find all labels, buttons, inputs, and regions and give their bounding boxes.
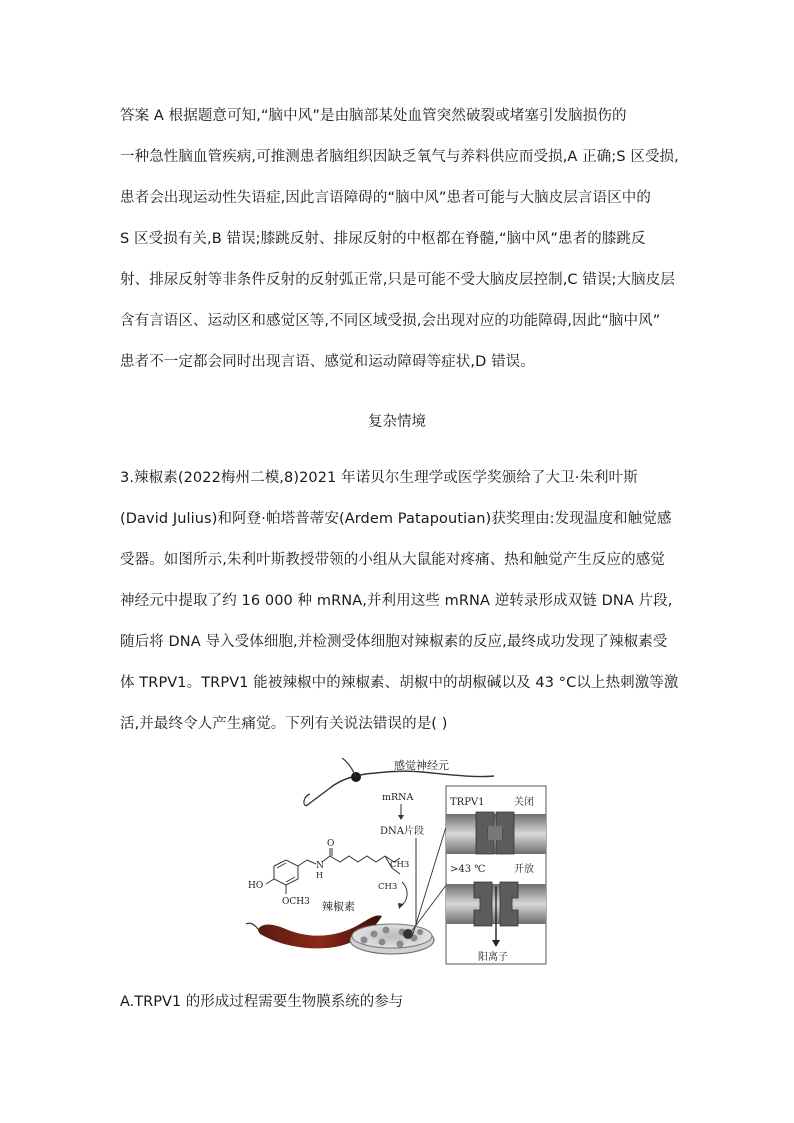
option-a: A.TRPV1 的形成过程需要生物膜系统的参与 [120,994,404,1010]
answer-line: S 区受损有关,B 错误;膝跳反射、排尿反射的中枢都在脊髓,“脑中风”患者的膝跳反 [120,231,646,247]
cation-label: 阳离子 [478,952,508,963]
chem-ch3-bottom: CH3 [378,882,398,892]
question-line: (David Julius)和阿登·帕塔普蒂安(Ardem Patapoutian)获奖理由:发现温度和触觉感 [120,511,672,527]
question-stem [120,458,680,745]
chem-n: N [316,861,324,871]
answer-line: 一种急性脑血管疾病,可推测患者脑组织因缺乏氧气与养料供应而受损,A 正确;S 区受损, [120,149,679,165]
chem-o: O [327,839,335,849]
question-line: 神经元中提取了约 16 000 种 mRNA,并利用这些 mRNA 逆转录形成双链 DNA 片段, [120,593,673,609]
temperature-label: >43 ℃ [450,864,486,875]
mrna-label: mRNA [382,792,414,803]
channel-name-label: TRPV1 [450,797,485,808]
chem-ho: HO [248,881,264,891]
section-heading: 复杂情境 [368,414,426,430]
trpv1-figure [244,754,550,970]
chem-ch3-top: CH3 [390,860,410,870]
dna-fragment-label: DNA片段 [380,826,424,837]
neuron-label: 感觉神经元 [394,759,449,772]
open-label: 开放 [514,864,534,875]
answer-line: 含有言语区、运动区和感觉区等,不同区域受损,会出现对应的功能障碍,因此“脑中风” [120,313,661,329]
answer-line: 答案 A 根据题意可知,“脑中风”是由脑部某处血管突然破裂或堵塞引发脑损伤的 [120,108,627,124]
closed-label: 关闭 [514,797,534,808]
petri-dish [350,924,434,954]
answer-line: 患者会出现运动性失语症,因此言语障碍的“脑中风”患者可能与大脑皮层言语区中的 [120,190,651,206]
question-line: 受器。如图所示,朱利叶斯教授带领的小组从大鼠能对疼痛、热和触觉产生反应的感觉 [120,552,665,568]
chem-och3: OCH3 [282,897,310,907]
zoom-line [411,880,450,932]
question-line: 体 TRPV1。TRPV1 能被辣椒中的辣椒素、胡椒中的胡椒碱以及 43 °C以上热刺激等激 [120,675,679,691]
question-line: 活,并最终令人产生痛觉。下列有关说法错误的是( ) [120,716,448,732]
question-line: 随后将 DNA 导入受体细胞,并检测受体细胞对辣椒素的反应,最终成功发现了辣椒素受 [120,634,668,650]
capsaicin-label: 辣椒素 [322,900,355,913]
answer-explanation [120,96,680,383]
question-line: 3.辣椒素(2022梅州二模,8)2021 年诺贝尔生理学或医学奖颁给了大卫·朱利叶斯 [120,470,638,486]
chem-h: H [316,871,323,880]
answer-line: 射、排尿反射等非条件反射的反射弧正常,只是可能不受大脑皮层控制,C 错误;大脑皮层 [120,272,675,288]
answer-line: 患者不一定都会同时出现言语、感觉和运动障碍等症状,D 错误。 [120,354,535,370]
capsaicin-arrow [400,882,407,906]
